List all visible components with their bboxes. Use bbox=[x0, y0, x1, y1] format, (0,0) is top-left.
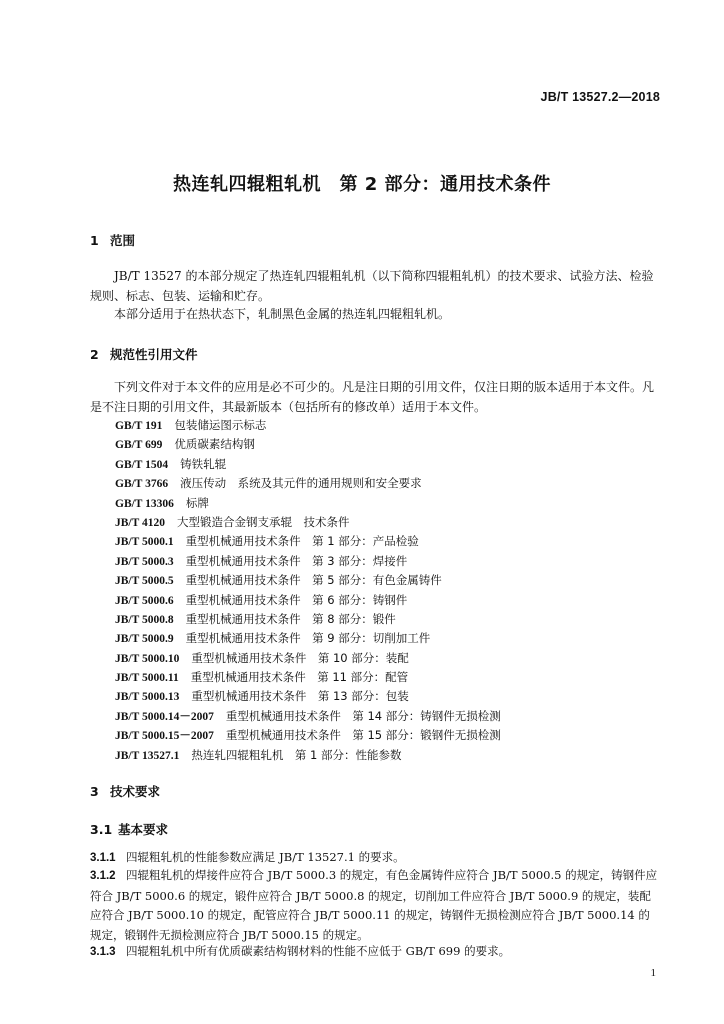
reference-title: 重型机械通用技术条件 第 14 部分：铸钢件无损检测 bbox=[225, 708, 501, 723]
reference-item bbox=[115, 591, 501, 610]
clause-text: 四辊粗轧机中所有优质碳素结构钢材料的性能不应低于 GB/T 699 的要求。 bbox=[126, 944, 511, 958]
scope-paragraph-1: JB/T 13527 的本部分规定了热连轧四辊粗轧机（以下简称四辊粗轧机）的技术要求、试验方法、检验规则、标志、包装、运输和贮存。 bbox=[90, 269, 654, 303]
section-title: 规范性引用文件 bbox=[110, 347, 198, 362]
subsection-title: 基本要求 bbox=[118, 822, 169, 837]
reference-item bbox=[115, 571, 501, 590]
clause-text: 四辊粗轧机的性能参数应满足 JB/T 13527.1 的要求。 bbox=[126, 850, 405, 864]
reference-item bbox=[115, 649, 501, 668]
reference-code: GB/T 699 bbox=[115, 439, 163, 452]
normative-references-intro: 下列文件对于本文件的应用是必不可少的。凡是注日期的引用文件，仅注日期的版本适用于本文件。凡是不注日期的引用文件，其最新版本（包括所有的修改单）适用于本文件。 bbox=[90, 380, 655, 414]
reference-title: 重型机械通用技术条件 第 11 部分：配管 bbox=[190, 670, 409, 685]
reference-item bbox=[115, 746, 501, 765]
reference-item bbox=[115, 513, 501, 532]
reference-title: 铸铁轧辊 bbox=[180, 456, 227, 471]
section-number: 2 bbox=[90, 347, 99, 362]
reference-item bbox=[115, 416, 501, 435]
reference-title: 重型机械通用技术条件 第 1 部分：产品检验 bbox=[185, 534, 419, 549]
reference-item bbox=[115, 532, 501, 551]
reference-code: JB/T 5000.13 bbox=[115, 691, 180, 704]
reference-code: GB/T 13306 bbox=[115, 497, 174, 510]
reference-code: GB/T 191 bbox=[115, 420, 163, 432]
reference-code: JB/T 13527.1 bbox=[115, 749, 180, 762]
reference-code: JB/T 5000.11 bbox=[115, 672, 179, 685]
section-title: 范围 bbox=[110, 233, 136, 248]
reference-code: GB/T 1504 bbox=[115, 458, 169, 471]
section-3-heading bbox=[90, 782, 160, 800]
section-1-heading bbox=[90, 231, 135, 249]
reference-title: 重型机械通用技术条件 第 10 部分：装配 bbox=[191, 650, 409, 665]
reference-title: 重型机械通用技术条件 第 5 部分：有色金属铸件 bbox=[185, 573, 442, 588]
reference-item bbox=[115, 474, 501, 493]
reference-code: JB/T 5000.9 bbox=[115, 633, 174, 646]
reference-code: JB/T 5000.14－2007 bbox=[115, 710, 214, 723]
reference-item bbox=[115, 455, 501, 474]
reference-title: 优质碳素结构钢 bbox=[174, 437, 255, 452]
reference-item bbox=[115, 435, 501, 454]
reference-title: 包装储运图示标志 bbox=[174, 418, 267, 432]
document-title: 热连轧四辊粗轧机 第 2 部分：通用技术条件 bbox=[172, 174, 552, 195]
subsection-number: 3.1 bbox=[90, 822, 113, 837]
reference-title: 重型机械通用技术条件 第 3 部分：焊接件 bbox=[185, 553, 408, 568]
clause-number: 3.1.2 bbox=[90, 870, 116, 882]
reference-title: 重型机械通用技术条件 第 8 部分：锻件 bbox=[185, 611, 396, 626]
reference-code: JB/T 5000.8 bbox=[115, 613, 174, 626]
reference-title: 热连轧四辊粗轧机 第 1 部分：性能参数 bbox=[191, 747, 402, 762]
clause-number: 3.1.1 bbox=[90, 852, 116, 864]
reference-code: JB/T 5000.1 bbox=[115, 536, 174, 549]
clause-3-1-2 bbox=[90, 866, 660, 945]
page-number: 1 bbox=[650, 967, 656, 979]
section-number: 3 bbox=[90, 784, 99, 799]
reference-code: JB/T 4120 bbox=[115, 516, 165, 529]
scope-paragraph-2: 本部分适用于在热状态下，轧制黑色金属的热连轧四辊粗轧机。 bbox=[114, 307, 451, 321]
reference-item bbox=[115, 726, 501, 745]
reference-item bbox=[115, 610, 501, 629]
reference-title: 标牌 bbox=[185, 495, 209, 510]
reference-item bbox=[115, 687, 501, 706]
clause-3-1-3 bbox=[90, 942, 660, 963]
reference-title: 液压传动 系统及其元件的通用规则和安全要求 bbox=[180, 476, 422, 491]
reference-title: 大型锻造合金钢支承辊 技术条件 bbox=[176, 514, 350, 529]
reference-list bbox=[115, 416, 501, 765]
reference-item bbox=[115, 629, 501, 648]
reference-title: 重型机械通用技术条件 第 13 部分：包装 bbox=[191, 689, 409, 704]
standard-number: JB/T 13527.2—2018 bbox=[540, 90, 660, 104]
reference-title: 重型机械通用技术条件 第 9 部分：切削加工件 bbox=[185, 631, 431, 646]
clause-number: 3.1.3 bbox=[90, 946, 116, 958]
reference-code: JB/T 5000.3 bbox=[115, 555, 174, 568]
reference-code: JB/T 5000.5 bbox=[115, 575, 174, 588]
reference-item bbox=[115, 494, 501, 513]
clause-text: 四辊粗轧机的焊接件应符合 JB/T 5000.3 的规定，有色金属铸件应符合 JB/T 5000.5 的规定，铸钢件应符合 JB/T 5000.6 的规定，锻件应符合 JB/T 5000.8 的规定，切削加工件应符合 JB/T 5000.9 的规定，装配应符合 JB/T 5000.10 的规定，配管应符合 JB/T 5000.11 的规定，铸钢件无损检测应符合 JB/T 5000.14 的规定，锻钢件无损检测应符合 JB/T 5000.15 的规定。 bbox=[90, 868, 658, 942]
reference-code: GB/T 3766 bbox=[115, 478, 169, 491]
section-number: 1 bbox=[90, 233, 99, 248]
reference-item bbox=[115, 668, 501, 687]
reference-title: 重型机械通用技术条件 第 15 部分：锻钢件无损检测 bbox=[225, 728, 501, 743]
subsection-3-1-heading bbox=[90, 820, 168, 838]
reference-code: JB/T 5000.6 bbox=[115, 594, 174, 607]
reference-code: JB/T 5000.15－2007 bbox=[115, 730, 214, 743]
section-2-heading bbox=[90, 345, 198, 363]
reference-item bbox=[115, 552, 501, 571]
reference-title: 重型机械通用技术条件 第 6 部分：铸钢件 bbox=[185, 592, 408, 607]
reference-code: JB/T 5000.10 bbox=[115, 652, 180, 665]
section-title: 技术要求 bbox=[110, 784, 161, 799]
reference-item bbox=[115, 707, 501, 726]
